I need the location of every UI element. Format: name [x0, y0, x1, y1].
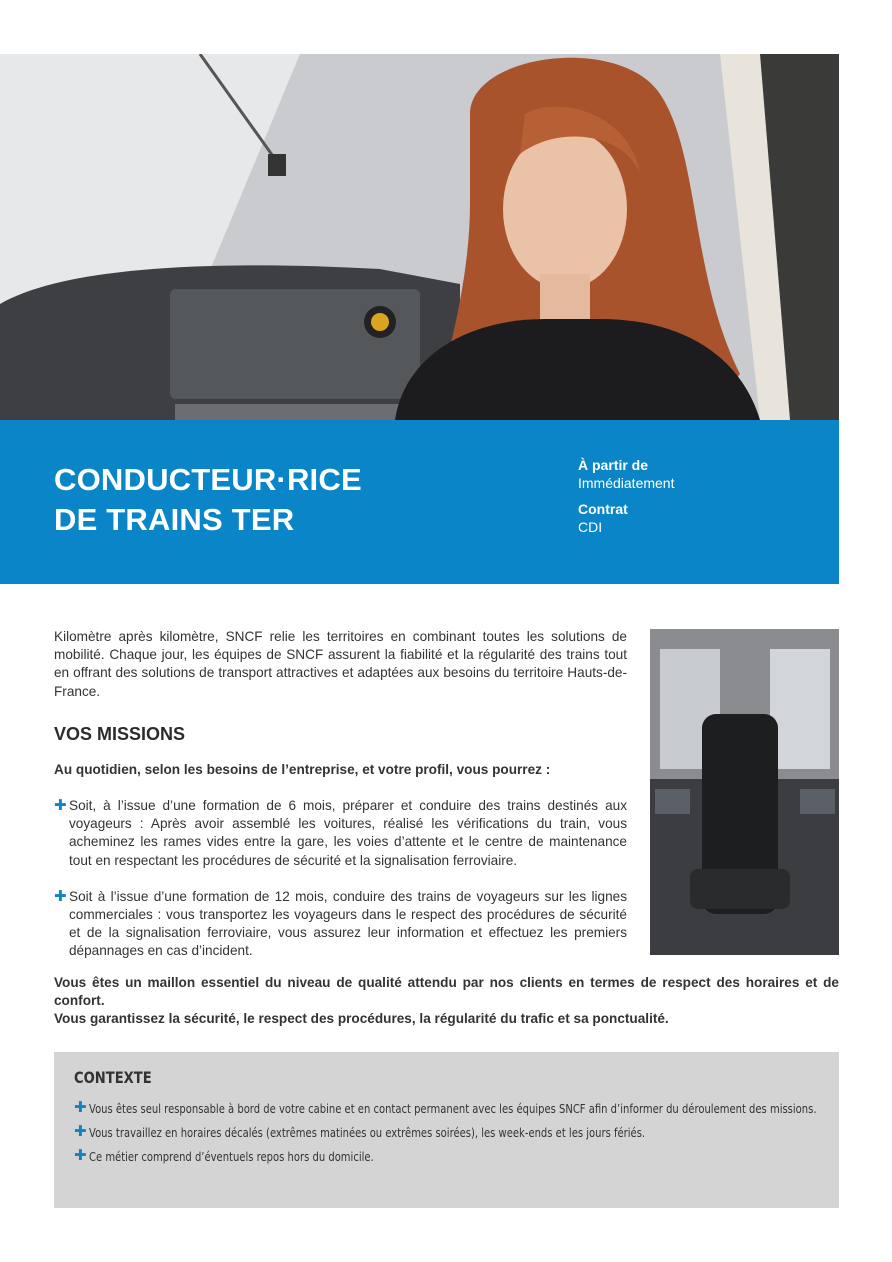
closing-line2: Vous garantissez la sécurité, le respect des procédures, la régularité du trafic et sa ponctualité.: [54, 1011, 669, 1027]
start-label: À partir de: [578, 457, 649, 473]
plus-icon: ✚: [54, 797, 67, 814]
missions-list: [54, 797, 627, 979]
job-meta: [578, 456, 674, 544]
context-text: Ce métier comprend d’éventuels repos hors du domicile.: [89, 1149, 374, 1164]
plus-icon: ✚: [74, 1122, 87, 1140]
context-heading: CONTEXTE: [74, 1068, 152, 1087]
plus-icon: ✚: [74, 1098, 87, 1116]
list-item: [54, 888, 627, 961]
context-text: Vous êtes seul responsable à bord de votre cabine et en contact permanent avec les équipes SNCF afin d’informer du déroulement des missions.: [89, 1101, 817, 1116]
plus-icon: ✚: [54, 887, 67, 905]
mission-text: Soit, à l’issue d’une formation de 6 mois, préparer et conduire des trains destinés aux voyageurs : Après avoir assemblé les voitures, réalisé les vérifications du train, vous acheminez les rames vides entre la gare, les voies d’attente et le centre de maintenance tout en respectant les procédures de sécurité et la signalisation ferroviaire.: [69, 798, 627, 868]
intro-paragraph: Kilomètre après kilomètre, SNCF relie les territoires en combinant toutes les solutions de mobilité. Chaque jour, les équipes de SNCF assurent la fiabilité et la régularité des trains tout en offrant des solutions de transport attractives et adaptées aux besoins du territoire Hauts-de-France.: [54, 629, 627, 699]
job-title-line1: CONDUCTEUR·RICE: [54, 462, 362, 497]
context-text: Vous travaillez en horaires décalés (extrêmes matinées ou extrêmes soirées), les week-ends et les jours fériés.: [89, 1125, 646, 1140]
hero-photo: [0, 54, 839, 420]
job-title-line2: DE TRAINS TER: [54, 502, 295, 537]
contract-label: Contrat: [578, 501, 628, 517]
list-item: [74, 1100, 834, 1117]
contract-value: CDI: [578, 519, 603, 535]
missions-lead: Au quotidien, selon les besoins de l’entreprise, et votre profil, vous pourrez :: [54, 762, 551, 777]
start-value: Immédiatement: [578, 475, 675, 491]
list-item: [74, 1148, 834, 1165]
title-banner: [0, 420, 839, 584]
cab-interior-photo: [650, 629, 839, 955]
closing-statement: [54, 974, 839, 1029]
context-list: [74, 1100, 834, 1172]
context-box: [54, 1052, 839, 1208]
missions-heading: VOS MISSIONS: [54, 724, 186, 744]
mission-text: Soit à l’issue d’une formation de 12 mois, conduire des trains de voyageurs sur les lignes commerciales : vous transportez les voyageurs dans le respect des procédures de sécurité et de la signalisation ferroviaire, vous assurez leur information et effectuez les premiers dépannages en cas d’incident.: [69, 888, 627, 959]
closing-line1: Vous êtes un maillon essentiel du niveau de qualité attendu par nos clients en termes de respect des horaires et de confort.: [54, 975, 839, 1009]
job-title: [54, 460, 362, 540]
list-item: [74, 1124, 834, 1141]
plus-icon: ✚: [74, 1146, 87, 1164]
list-item: [54, 797, 627, 870]
